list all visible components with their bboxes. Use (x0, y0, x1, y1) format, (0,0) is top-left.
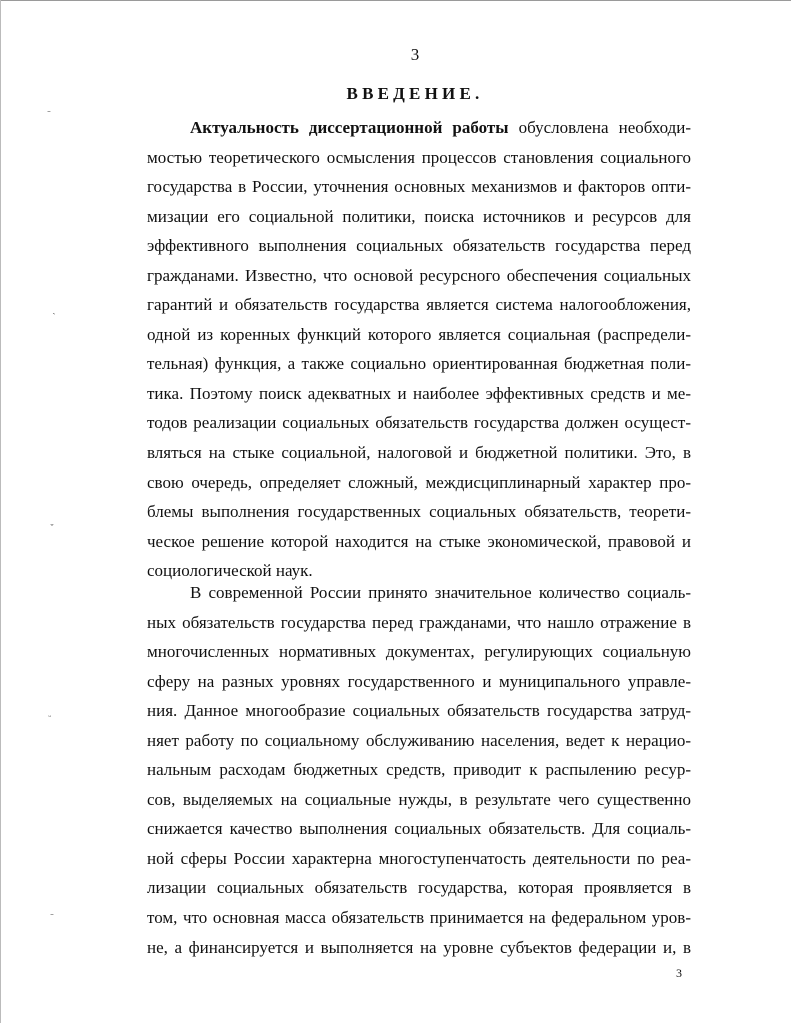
paragraph-line: гражданами. Известно, что основой ресурсного обеспечения социальных (147, 265, 691, 285)
paragraph-line: сферу на разных уровнях государственного и муниципального управле- (147, 671, 691, 691)
paragraph-line: няет работу по социальному обслуживанию населения, ведет к нерацио- (147, 730, 691, 750)
scan-top-edge (0, 0, 791, 7)
paragraph-line: ния. Данное многообразие социальных обязательств государства затруд- (147, 701, 691, 721)
paragraph-line: Актуальность диссертационной работы обусловлена необходи- (190, 118, 692, 137)
paragraph-line: тодов реализации социальных обязательств государства должен осущест- (147, 413, 691, 433)
paragraph-line: сов, выделяемых на социальные нужды, в результате чего существенно (147, 789, 691, 809)
scan-mark: ᵕ (48, 710, 52, 722)
paragraph-line: гарантий и обязательств государства является система налогообложения, (147, 295, 691, 315)
paragraph-line: эффективного выполнения социальных обязательств государства перед (147, 236, 691, 256)
paragraph-line: блемы выполнения государственных социальных обязательств, теорети- (147, 502, 691, 522)
paragraph-line: лизации социальных обязательств государства, которая проявляется в (147, 878, 691, 898)
paragraph-line: вляться на стыке социальной, налоговой и бюджетной политики. Это, в (147, 443, 691, 463)
paragraph-line: одной из коренных функций которого является социальная (распредели- (147, 324, 691, 344)
paragraph-line: ных обязательств государства перед гражданами, что нашло отражение в (147, 612, 691, 632)
scan-left-edge (0, 0, 4, 1023)
paragraph-line: нальным расходам бюджетных средств, приводит к распылению ресур- (147, 760, 691, 780)
paragraph-relevance (147, 113, 691, 586)
paragraph-line: том, что основная масса обязательств принимается на федеральном уров- (147, 908, 691, 928)
page-number-top: 3 (410, 45, 420, 64)
paragraph-line: не, а финансируется и выполняется на уровне субъектов федерации и, в (147, 937, 691, 957)
paragraph-line: социологической наук. (147, 561, 313, 581)
paragraph-line: многочисленных нормативных документах, регулирующих социальную (147, 642, 691, 662)
paragraph-line: мостью теоретического осмысления процессов становления социального (147, 147, 691, 167)
paragraph-line: государства в России, уточнения основных механизмов и факторов опти- (147, 177, 691, 197)
paragraph-line: тика. Поэтому поиск адекватных и наиболее эффективных средств и ме- (147, 383, 691, 403)
scan-mark: ˬ (50, 514, 54, 526)
page-number-bottom: 3 (676, 966, 682, 980)
paragraph-line: снижается качество выполнения социальных обязательств. Для социаль- (147, 819, 691, 839)
scan-mark: ˎ (52, 303, 56, 315)
paragraph-modern-russia (147, 578, 691, 962)
page-heading: ВВЕДЕНИЕ. (346, 84, 484, 103)
paragraph-lead: Актуальность диссертационной работы (190, 118, 509, 137)
paragraph-line: тельная) функция, а также социально ориентированная бюджетная поли- (147, 354, 691, 374)
scan-mark: ˍ (50, 904, 54, 916)
paragraph-line: ной сферы России характерна многоступенчатость деятельности по реа- (147, 848, 691, 868)
paragraph-line: ческое решение которой находится на стыке экономической, правовой и (147, 531, 691, 551)
scan-mark: ˍ (47, 101, 51, 113)
paragraph-line: В современной России принято значительное количество социаль- (190, 583, 691, 602)
paragraph-line: мизации его социальной политики, поиска источников и ресурсов для (147, 206, 691, 226)
paragraph-line: свою очередь, определяет сложный, междисциплинарный характер про- (147, 472, 691, 492)
